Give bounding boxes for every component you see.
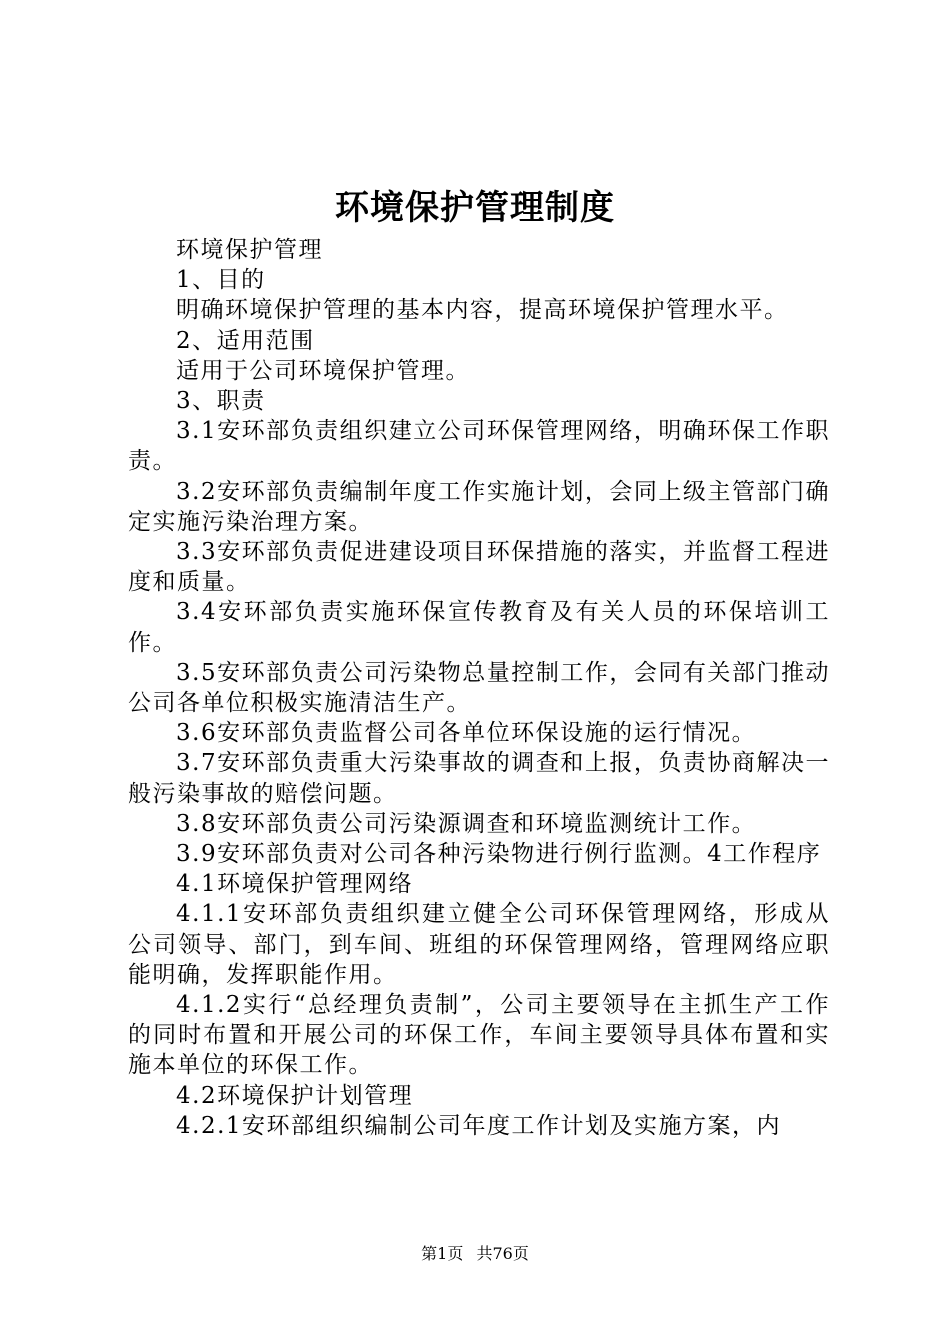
paragraph: 3.1安环部负责组织建立公司环保管理网络，明确环保工作职责。: [128, 418, 830, 475]
paragraph: 3.7安环部负责重大污染事故的调查和上报，负责协商解决一般污染事故的赔偿问题。: [128, 750, 830, 807]
page-number: 第1页: [421, 1244, 464, 1263]
section-heading: 4.1环境保护管理网络: [176, 871, 414, 898]
paragraph: 3.6安环部负责监督公司各单位环保设施的运行情况。: [176, 720, 757, 747]
paragraph: 3.5安环部负责公司污染物总量控制工作，会同有关部门推动公司各单位积极实施清洁生产。: [128, 659, 830, 717]
paragraph: 3.3安环部负责促进建设项目环保措施的落实，并监督工程进度和质量。: [128, 539, 830, 596]
page-total: 共76页: [476, 1244, 529, 1263]
document-body: [128, 235, 830, 1141]
section-heading: 1、目的: [176, 267, 266, 294]
paragraph: 适用于公司环境保护管理。: [176, 357, 470, 384]
paragraph: 环境保护管理: [176, 237, 323, 263]
section-heading: 3、职责: [176, 388, 266, 415]
paragraph: 4.2.1安环部组织编制公司年度工作计划及实施方案，内: [176, 1112, 782, 1139]
document-title: 环境保护管理制度: [335, 188, 615, 228]
page-footer: [0, 1242, 950, 1266]
paragraph: 3.2安环部负责编制年度工作实施计划，会同上级主管部门确定实施污染治理方案。: [128, 478, 830, 535]
section-heading: 4.2环境保护计划管理: [176, 1082, 414, 1109]
paragraph: 4.1.1安环部负责组织建立健全公司环保管理网络，形成从公司领导、部门，到车间、班组的环保管理网络，管理网络应职能明确，发挥职能作用。: [128, 901, 830, 988]
paragraph: 3.4安环部负责实施环保宣传教育及有关人员的环保培训工作。: [128, 599, 830, 656]
paragraph: 4.1.2实行“总经理负责制”，公司主要领导在主抓生产工作的同时布置和开展公司的环保工作，车间主要领导具体布置和实施本单位的环保工作。: [128, 992, 830, 1079]
section-heading: 2、适用范围: [176, 327, 315, 354]
paragraph: 3.8安环部负责公司污染源调查和环境监测统计工作。: [176, 810, 757, 837]
paragraph: 3.9安环部负责对公司各种污染物进行例行监测。4工作程序: [176, 841, 822, 868]
paragraph: 明确环境保护管理的基本内容，提高环境保护管理水平。: [176, 297, 789, 324]
